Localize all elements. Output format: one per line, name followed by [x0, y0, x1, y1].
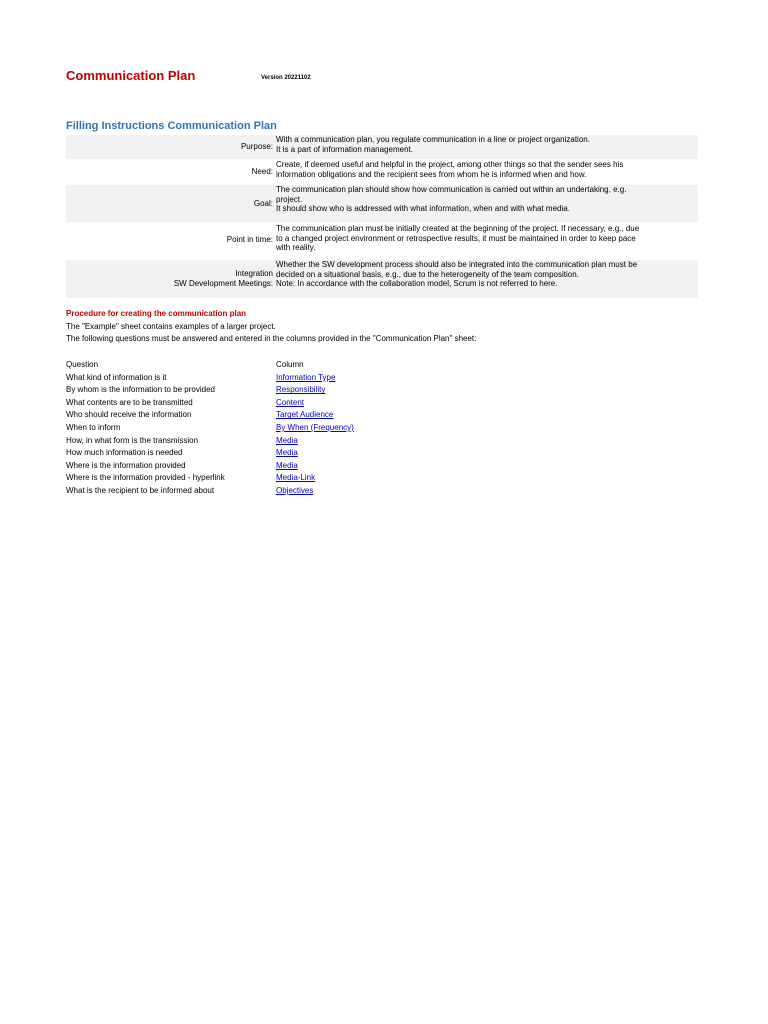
instructions-heading: Filling Instructions Communication Plan [66, 120, 277, 132]
table-row [66, 423, 466, 436]
question-cell: What is the recipient to be informed about [66, 485, 215, 495]
column-header-question: Question [66, 360, 99, 369]
instruction-line: decided on a situational basis, e.g., due to the heterogeneity of the team composition. [276, 269, 579, 279]
instruction-line: information obligations and the recipient sees from whom he is informed when and how. [276, 169, 587, 179]
instruction-label [66, 269, 273, 288]
column-link[interactable]: Media [276, 448, 298, 458]
instruction-row-point-in-time [66, 222, 698, 260]
instruction-line: It is a part of information management. [276, 144, 413, 154]
table-header-row [66, 360, 466, 373]
column-link[interactable]: Media [276, 435, 298, 445]
column-header-column: Column [276, 360, 304, 369]
column-link[interactable]: Information Type [276, 372, 336, 382]
instruction-line: With a communication plan, you regulate communication in a line or project organization. [276, 135, 590, 144]
instruction-row-integration [66, 260, 698, 298]
column-link[interactable]: Target Audience [276, 410, 334, 420]
instruction-label: Goal: [253, 199, 273, 208]
instruction-line: to a changed project environment or retrospective results, it must be maintained in order to keep pace [276, 233, 636, 243]
column-link[interactable]: Media [276, 460, 298, 470]
table-row [66, 436, 466, 449]
instruction-line: Create, if deemed useful and helpful in the project, among other things so that the sender sees his [276, 160, 624, 169]
instruction-line: The communication plan must be initially created at the beginning of the project. If necessary, e.g., due [276, 224, 640, 233]
table-row [66, 486, 466, 499]
table-row [66, 461, 466, 474]
instruction-line: Whether the SW development process should also be integrated into the communication plan must be [276, 260, 638, 269]
instruction-label: Point in time: [226, 235, 273, 244]
question-cell: How much information is needed [66, 448, 183, 458]
question-cell: What contents are to be transmitted [66, 397, 193, 407]
question-cell: What kind of information is it [66, 372, 167, 382]
table-row [66, 448, 466, 461]
column-link[interactable]: Objectives [276, 485, 314, 495]
question-cell: When to inform [66, 422, 121, 432]
page-title: Communication Plan [66, 68, 196, 83]
procedure-heading: Procedure for creating the communication plan [66, 309, 247, 318]
instruction-label-line: Integration [235, 269, 273, 278]
instruction-label-line: SW Development Meetings: [173, 278, 273, 288]
table-row [66, 410, 466, 423]
table-row [66, 473, 466, 486]
procedure-text: The "Example" sheet contains examples of a larger project. [66, 322, 276, 331]
instruction-label: Purpose: [240, 142, 273, 151]
table-row [66, 398, 466, 411]
column-link[interactable]: By When (Frequency) [276, 422, 354, 432]
instruction-text [276, 260, 696, 289]
table-row [66, 373, 466, 386]
instruction-row-need [66, 159, 698, 185]
version-label: Version 20221102 [261, 75, 311, 81]
instruction-text [276, 135, 696, 154]
instruction-line: Note: In accordance with the collaboration model, Scrum is not referred to here. [276, 279, 558, 288]
instructions-table [66, 135, 698, 298]
column-link[interactable]: Media-Link [276, 473, 316, 483]
instruction-text [276, 185, 696, 214]
question-cell: Where is the information provided [66, 460, 186, 470]
table-row [66, 385, 466, 398]
question-cell: Where is the information provided - hyperlink [66, 473, 225, 483]
instruction-line: It should show who is addressed with what information, when and with what media. [276, 204, 570, 213]
instruction-line: The communication plan should show how communication is carried out within an undertaking, e.g. [276, 185, 627, 194]
instruction-text [276, 160, 696, 179]
column-link[interactable]: Content [276, 397, 305, 407]
question-cell: How, in what form is the transmission [66, 435, 199, 445]
questions-table [66, 360, 466, 499]
instruction-line: with reality. [276, 243, 316, 252]
question-cell: Who should receive the information [66, 410, 192, 420]
instruction-row-goal [66, 185, 698, 222]
instruction-label: Need: [251, 167, 273, 176]
question-cell: By whom is the information to be provided [66, 385, 215, 395]
column-link[interactable]: Responsibility [276, 385, 326, 395]
instruction-row-purpose [66, 135, 698, 159]
instruction-text [276, 224, 696, 253]
instruction-line: project. [276, 194, 303, 204]
procedure-text: The following questions must be answered and entered in the columns provided in the "Communication Plan" sheet: [66, 334, 477, 343]
